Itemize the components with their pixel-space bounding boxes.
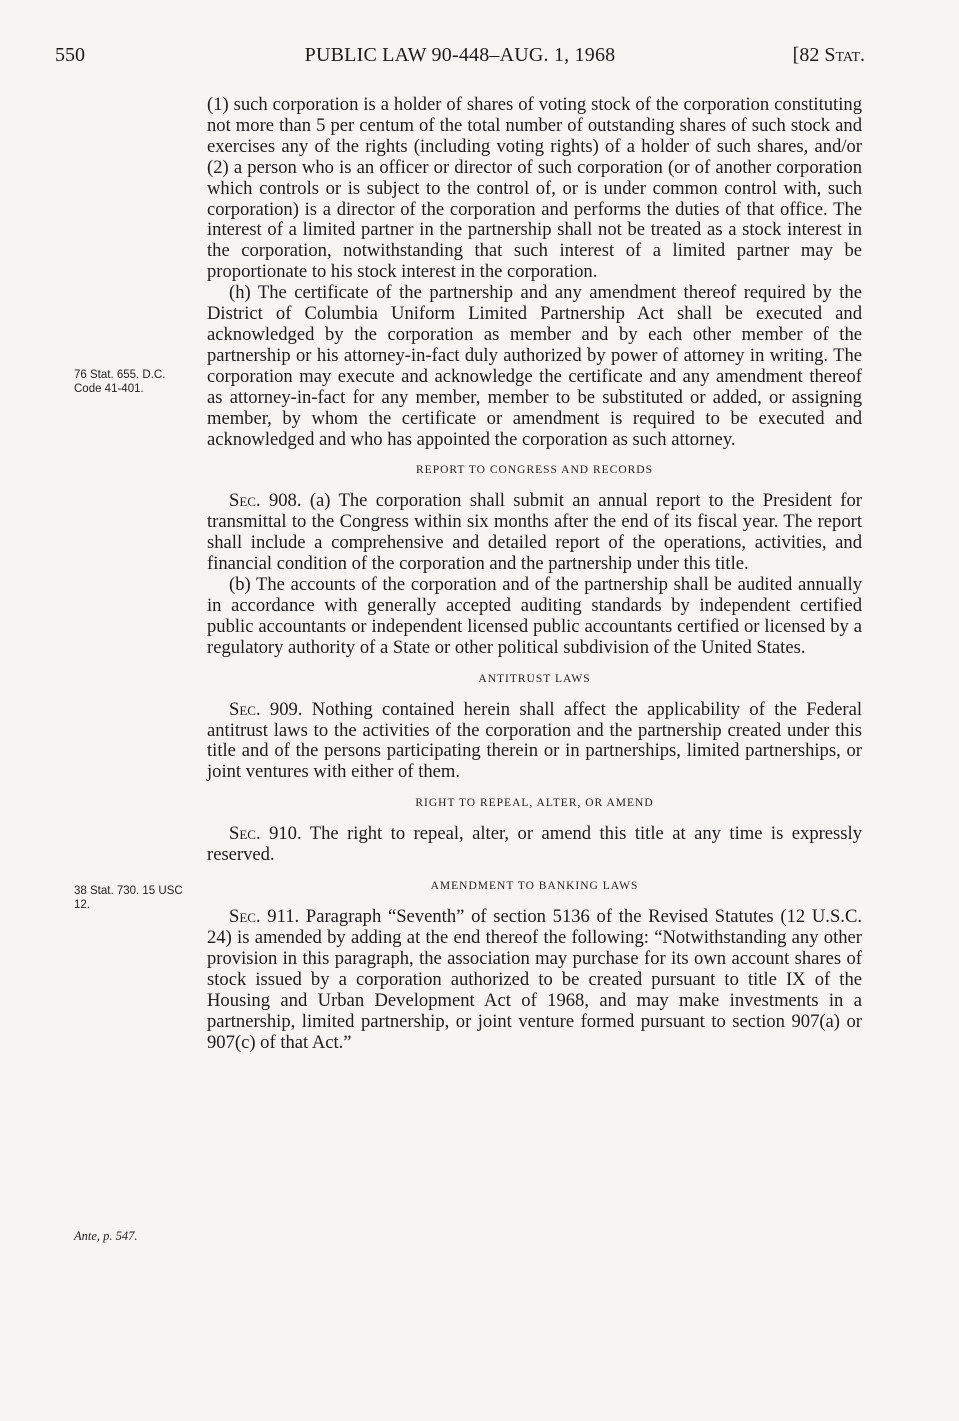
heading-report-to-congress: REPORT TO CONGRESS AND RECORDS [416,464,653,477]
heading-antitrust: ANTITRUST LAWS [478,672,591,685]
margin-note-dc-code: 76 Stat. 655. D.C. Code 41-401. [74,369,166,395]
paragraph-2: (h) The certificate of the partnership and any amendment thereof required by the District of Columbia Uniform Limited Partnership Act shall be executed and acknowledged by the corporation as member and by each other member of the partnership or his attorney-in-fact duly authorized by power of attorney in writing. The corporation may execute and acknowledge the certificate and any amendment thereof as attorney-in-fact for any member, member to be substituted or added, or assigning member, by whom the certificate or amendment is required to be executed and acknowledged and who has appointed the corporation as such attorney. [207,282,862,450]
paragraph-sec-911 [207,907,862,1053]
sec-911-text: Paragraph “Seventh” of section 5136 of the Revised Statutes (12 U.S.C. 24) is amended by adding at the end thereof the following: “Notwithstanding any other provision in this paragraph, the association may purchase for its own account shares of stock issued by a corporation authorized to be created pursuant to title IX of the Housing and Urban Development Act of 1968, and may make investments in a partnership, limited partnership, or joint venture formed pursuant to section 907(a) or 907(c) of that Act.” [207,906,862,1053]
paragraph-1: (1) such corporation is a holder of shares of voting stock of the corporation constituting not more than 5 per centum of the total number of outstanding shares of such stock and exercises any of the rights (including voting rights) of a holder of such shares, and/or (2) a person who is an officer or director of such corporation (or of another corporation which controls or is subject to the control of, or is under common control with, such corporation) is a director of the corporation and performs the duties of that office. The interest of a limited partner in the partnership shall not be treated as a stock interest in the corporation, notwithstanding that such interest of a limited partner may be proportionate to his stock interest in the corporation. [207,94,862,283]
margin-note-antitrust: 38 Stat. 730. 15 USC 12. [74,885,183,911]
section-label-908: Sec. 908. [229,490,302,512]
sec-909-text: Nothing contained herein shall affect the applicability of the Federal antitrust laws to the activities of the corporation and the partnership created under this title and of the persons participating therein or in partnerships, limited partnerships, or joint ventures with either of them. [207,698,863,783]
paragraph-sec-909 [207,700,862,784]
running-title: PUBLIC LAW 90-448–AUG. 1, 1968 [304,44,616,66]
section-label-911: Sec. 911. [229,906,300,928]
volume-reference: [82 Stat. [792,44,865,66]
paragraph-sec-908-b: (b) The accounts of the corporation and of the partnership shall be audited annually in accordance with generally accepted auditing standards by independent certified public accountants or independent licensed public accountants certified or licensed by a regulatory authority of a State or other political subdivision of the United States. [207,574,862,658]
section-label-910: Sec. 910. [229,823,302,845]
sec-910-text: The right to repeal, alter, or amend this title at any time is expressly reserved. [207,823,862,866]
body-text [207,95,862,1053]
section-label-909: Sec. 909. [229,698,303,720]
sec-908-text: (a) The corporation shall submit an annual report to the President for transmittal to the Congress within six months after the end of its fiscal year. The report shall include a comprehensive and detailed report of the operations, activities, and financial condition of the corporation and the partnership under this title. [207,490,862,575]
heading-banking-laws: AMENDMENT TO BANKING LAWS [430,880,639,893]
heading-right-to-repeal: RIGHT TO REPEAL, ALTER, OR AMEND [415,797,654,810]
paragraph-sec-908 [207,491,862,575]
paragraph-sec-910 [207,824,862,866]
page-header [55,44,865,74]
page-number: 550 [55,44,85,66]
margin-note-ante: Ante, p. 547. [74,1229,138,1243]
